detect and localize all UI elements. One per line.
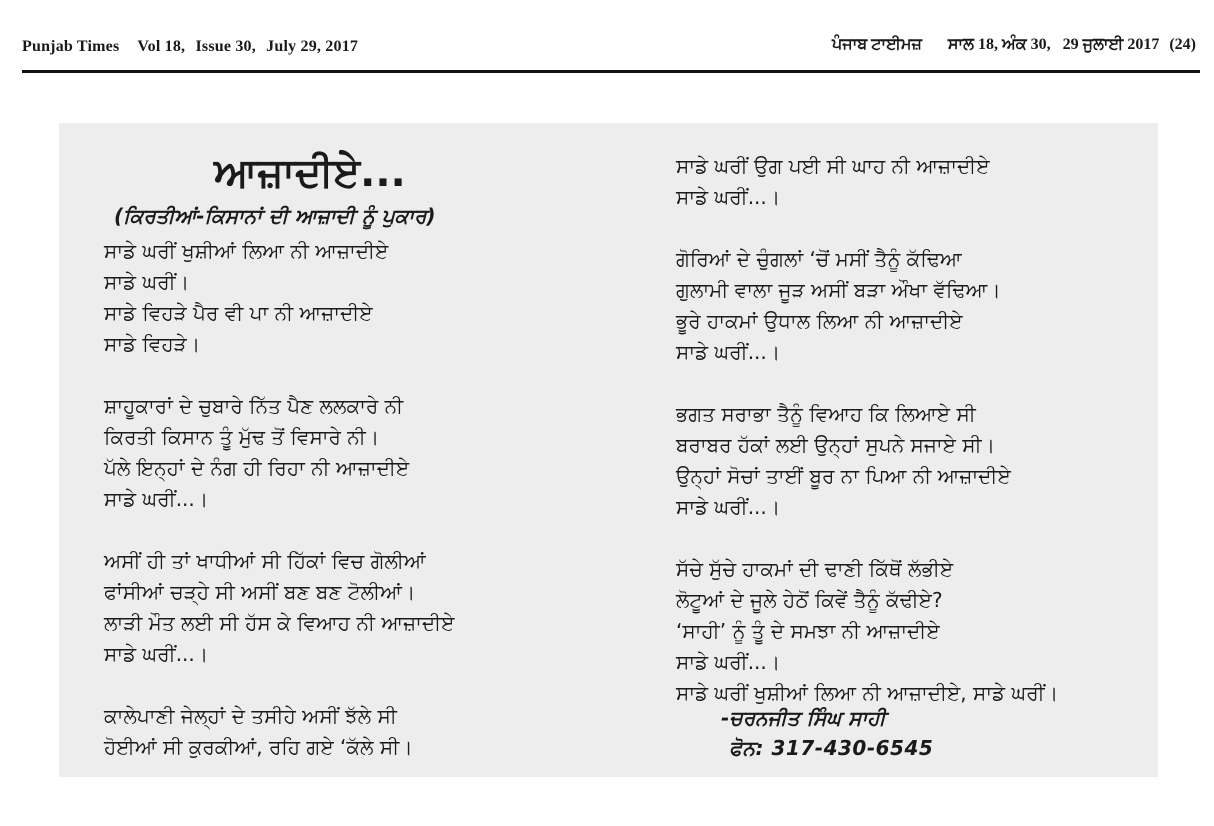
poem-title: ਆਜ਼ਾਦੀਏ... [214, 150, 406, 196]
poem-line: ਭਗਤ ਸਰਾਭਾ ਤੈਨੂੰ ਵਿਆਹ ਕਿ ਲਿਆਏ ਸੀ [676, 402, 976, 426]
poem-line: ਗੁਲਾਮੀ ਵਾਲਾ ਜੂੜ ਅਸੀਂ ਬੜਾ ਔਖਾ ਵੱਢਿਆ। [676, 278, 1001, 302]
poem-line: ਸਾਡੇ ਘਰੀਂ...। [104, 487, 209, 511]
poem-line: ਸਾਡੇ ਘਰੀਂ ਖੁਸ਼ੀਆਂ ਲਿਆ ਨੀ ਆਜ਼ਾਦੀਏ, ਸਾਡੇ ਘਰੀਂ। [676, 681, 1059, 705]
poem-lines-left [104, 236, 454, 763]
poem-line: ਸਾਡੇ ਘਰੀਂ...। [104, 642, 209, 666]
poem-line: ਫਾਂਸੀਆਂ ਚੜ੍ਹੇ ਸੀ ਅਸੀਂ ਬਣ ਬਣ ਟੋਲੀਆਂ। [104, 580, 416, 604]
poem-line: ਭੂਰੇ ਹਾਕਮਾਂ ਉਧਾਲ ਲਿਆ ਨੀ ਆਜ਼ਾਦੀਏ [676, 309, 963, 333]
volume: Vol 18, [137, 38, 186, 55]
poem-line: ਸਾਡੇ ਵਿਹੜੇ। [104, 332, 201, 356]
poem-box [59, 123, 1158, 777]
volume-issue-pa: ਸਾਲ 18, ਅੰਕ 30, [947, 36, 1051, 53]
publication-date-pa: 29 ਜੁਲਾਈ 2017 [1062, 36, 1160, 53]
page-number: (24) [1169, 36, 1196, 53]
poem-line: ਗੋਰਿਆਂ ਦੇ ਚੁੰਗਲਾਂ ‘ਚੋਂ ਮਸੀਂ ਤੈਨੂੰ ਕੱਢਿਆ [676, 247, 962, 271]
poem-line: ਸ਼ਾਹੂਕਾਰਾਂ ਦੇ ਚੁਬਾਰੇ ਨਿੱਤ ਪੈਣ ਲਲਕਾਰੇ ਨੀ [104, 394, 404, 418]
poem-line: ਪੱਲੇ ਇਨ੍ਹਾਂ ਦੇ ਨੰਗ ਹੀ ਰਿਹਾ ਨੀ ਆਜ਼ਾਦੀਏ [104, 456, 410, 480]
stanza-break [676, 368, 1058, 399]
header-punjabi [818, 36, 1196, 54]
poem-line: ਸਾਡੇ ਘਰੀਂ। [104, 270, 190, 294]
poem-line: ਕਿਰਤੀ ਕਿਸਾਨ ਤੂੰ ਮੁੱਢ ਤੋਂ ਵਿਸਾਰੇ ਨੀ। [104, 425, 380, 449]
stanza-break [676, 523, 1058, 554]
poem-line: ਬਰਾਬਰ ਹੱਕਾਂ ਲਈ ਉਨ੍ਹਾਂ ਸੁਪਨੇ ਸਜਾਏ ਸੀ। [676, 433, 996, 457]
poem-author: -ਚਰਨਜੀਤ ਸਿੰਘ ਸਾਹੀ [721, 706, 886, 730]
poem-line: ਉਨ੍ਹਾਂ ਸੋਚਾਂ ਤਾਈਂ ਬੂਰ ਨਾ ਪਿਆ ਨੀ ਆਜ਼ਾਦੀਏ [676, 464, 1011, 488]
poem-line: ਸਾਡੇ ਘਰੀਂ ਉਗ ਪਈ ਸੀ ਘਾਹ ਨੀ ਆਜ਼ਾਦੀਏ [676, 154, 990, 178]
author-phone: ਫੋਨ: 317-430-6545 [729, 736, 934, 760]
header-divider [22, 70, 1200, 73]
poem-line: ਲੋਟੂਆਂ ਦੇ ਜੂਲੇ ਹੇਠੋਂ ਕਿਵੇਂ ਤੈਨੂੰ ਕੱਢੀਏ? [676, 588, 943, 612]
publication-date: July 29, 2017 [266, 38, 359, 55]
stanza-break [104, 515, 454, 546]
poem-line: ਸਾਡੇ ਘਰੀਂ...। [676, 340, 781, 364]
stanza-break [104, 670, 454, 701]
poem-line: ਸਾਡੇ ਘਰੀਂ ਖੁਸ਼ੀਆਂ ਲਿਆ ਨੀ ਆਜ਼ਾਦੀਏ [104, 239, 389, 263]
poem-lines-right [676, 151, 1058, 709]
publication-name-pa: ਪੰਜਾਬ ਟਾਈਮਜ਼ [831, 36, 922, 53]
header-english [22, 38, 372, 56]
poem-line: ਲਾੜੀ ਮੌਤ ਲਈ ਸੀ ਹੱਸ ਕੇ ਵਿਆਹ ਨੀ ਆਜ਼ਾਦੀਏ [104, 611, 455, 635]
poem-line: ਸੱਚੇ ਸੁੱਚੇ ਹਾਕਮਾਂ ਦੀ ਢਾਣੀ ਕਿੱਥੋਂ ਲੱਭੀਏ [676, 557, 954, 581]
page-header [22, 36, 1196, 66]
poem-line: ਸਾਡੇ ਘਰੀਂ...। [676, 185, 781, 209]
issue: Issue 30, [195, 38, 256, 55]
poem-line: ਸਾਡੇ ਘਰੀਂ...। [676, 650, 781, 674]
stanza-break [104, 360, 454, 391]
stanza-break [676, 213, 1058, 244]
poem-line: ਕਾਲੇਪਾਣੀ ਜੇਲ੍ਹਾਂ ਦੇ ਤਸੀਹੇ ਅਸੀਂ ਝੱਲੇ ਸੀ [104, 704, 397, 728]
poem-line: ਸਾਡੇ ਘਰੀਂ...। [676, 495, 781, 519]
poem-line: ਸਾਡੇ ਵਿਹੜੇ ਪੈਰ ਵੀ ਪਾ ਨੀ ਆਜ਼ਾਦੀਏ [104, 301, 373, 325]
poem-line: ਅਸੀਂ ਹੀ ਤਾਂ ਖਾਧੀਆਂ ਸੀ ਹਿੱਕਾਂ ਵਿਚ ਗੋਲੀਆਂ [104, 549, 426, 573]
poem-line: ਹੋਈਆਂ ਸੀ ਕੁਰਕੀਆਂ, ਰਹਿ ਗਏ ‘ਕੱਲੇ ਸੀ। [104, 735, 413, 759]
publication-name: Punjab Times [22, 38, 120, 55]
poem-subtitle: (ਕਿਰਤੀਆਂ-ਕਿਸਾਨਾਂ ਦੀ ਆਜ਼ਾਦੀ ਨੂੰ ਪੁਕਾਰ) [114, 204, 436, 228]
poem-line: ‘ਸਾਹੀ’ ਨੂੰ ਤੂੰ ਦੇ ਸਮਝਾ ਨੀ ਆਜ਼ਾਦੀਏ [676, 619, 940, 643]
